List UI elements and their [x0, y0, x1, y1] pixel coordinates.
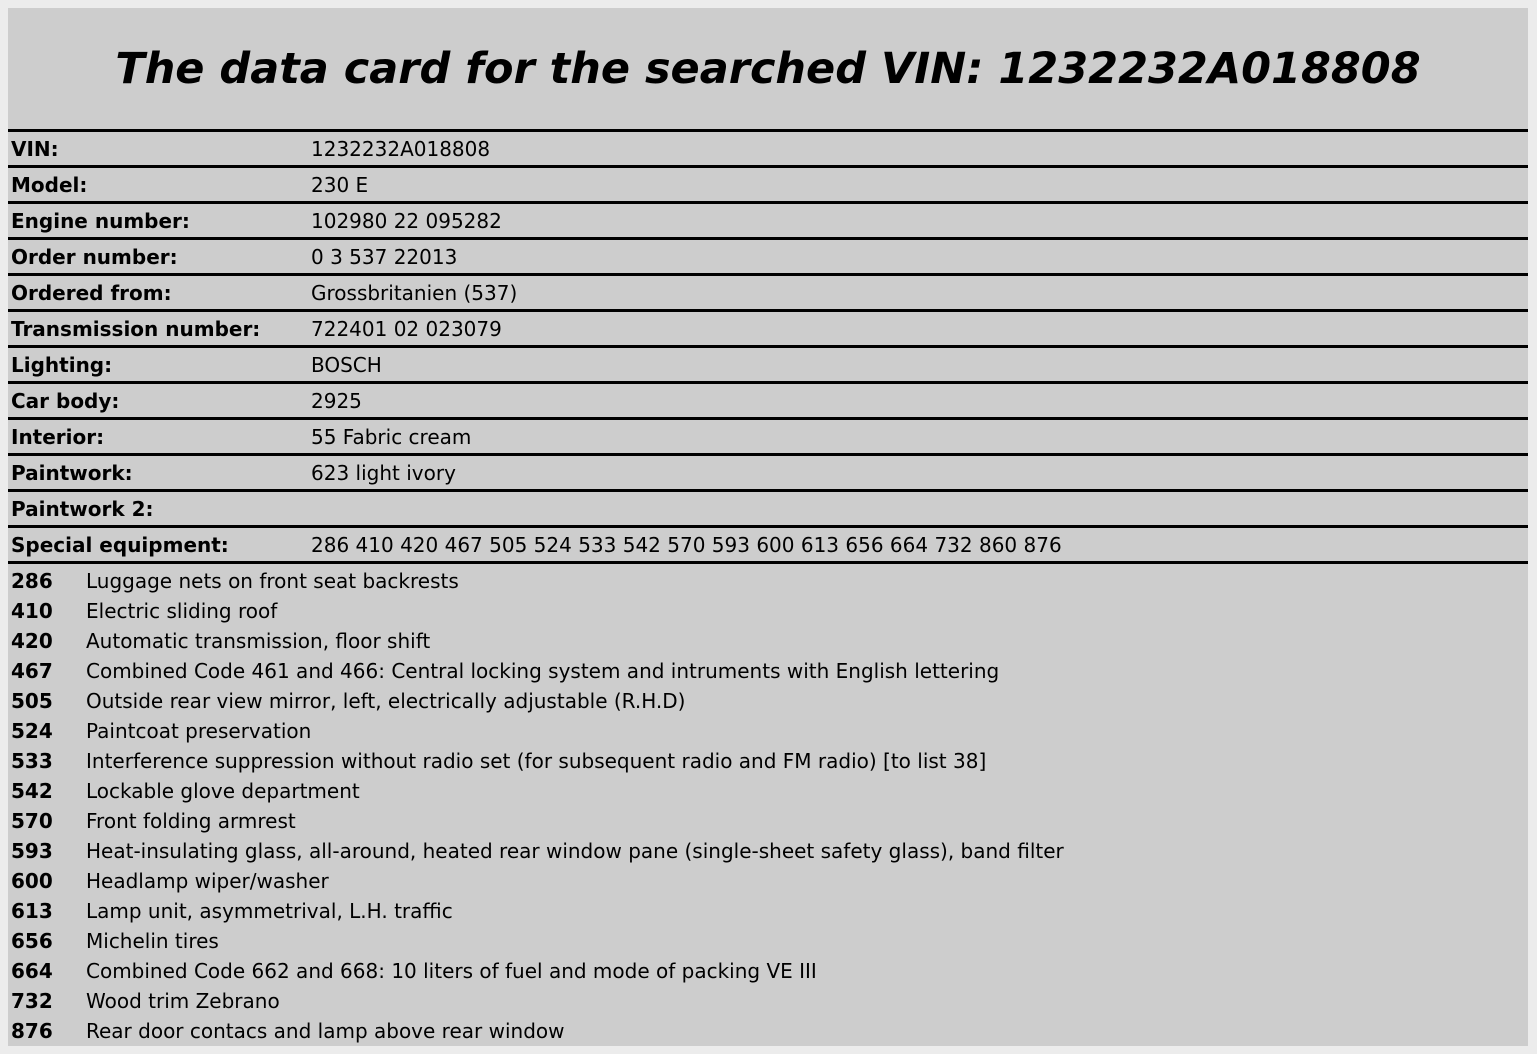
equipment-description: Michelin tires [86, 929, 219, 953]
field-value: 0 3 537 22013 [311, 244, 458, 269]
field-row [8, 168, 1528, 204]
equipment-description: Automatic transmission, floor shift [86, 629, 431, 653]
equipment-row [8, 836, 1528, 866]
equipment-description: Wood trim Zebrano [86, 989, 280, 1013]
field-value: 102980 22 095282 [311, 208, 502, 233]
equipment-description: Combined Code 662 and 668: 10 liters of fuel and mode of packing VE III [86, 959, 817, 983]
field-value: 55 Fabric cream [311, 424, 472, 449]
equipment-description: Lockable glove department [86, 779, 360, 803]
equipment-row [8, 626, 1528, 656]
field-row [8, 528, 1528, 564]
equipment-description: Paintcoat preservation [86, 719, 312, 743]
equipment-code: 600 [11, 869, 53, 893]
field-label: Ordered from: [11, 280, 172, 305]
field-label: Order number: [11, 244, 178, 269]
data-card [8, 8, 1528, 1046]
data-card-fields [8, 132, 1528, 564]
equipment-row [8, 926, 1528, 956]
field-label: Lighting: [11, 352, 113, 377]
equipment-row [8, 896, 1528, 926]
title-bar [8, 8, 1528, 132]
field-label: Engine number: [11, 208, 190, 233]
equipment-description: Front folding armrest [86, 809, 296, 833]
field-label: Special equipment: [11, 532, 229, 557]
field-row [8, 384, 1528, 420]
equipment-description: Outside rear view mirror, left, electrically adjustable (R.H.D) [86, 689, 686, 713]
field-row [8, 420, 1528, 456]
field-row [8, 132, 1528, 168]
equipment-row [8, 716, 1528, 746]
field-value: 623 light ivory [311, 460, 456, 485]
equipment-code: 664 [11, 959, 53, 983]
field-label: Interior: [11, 424, 105, 449]
equipment-code: 505 [11, 689, 53, 713]
equipment-code: 656 [11, 929, 53, 953]
equipment-description: Lamp unit, asymmetrival, L.H. traffic [86, 899, 453, 923]
field-row [8, 456, 1528, 492]
equipment-row [8, 746, 1528, 776]
field-row [8, 348, 1528, 384]
equipment-description: Combined Code 461 and 466: Central locking system and intruments with English lettering [86, 659, 1000, 683]
field-label: VIN: [11, 136, 59, 161]
equipment-row [8, 566, 1528, 596]
equipment-code: 542 [11, 779, 53, 803]
equipment-code: 286 [11, 569, 53, 593]
field-label: Paintwork 2: [11, 496, 154, 521]
field-value: 722401 02 023079 [311, 316, 502, 341]
page-title: The data card for the searched VIN: 1232232A018808 [115, 43, 1421, 94]
equipment-code: 613 [11, 899, 53, 923]
equipment-description: Headlamp wiper/washer [86, 869, 329, 893]
equipment-code-list [8, 564, 1528, 1046]
equipment-code: 524 [11, 719, 53, 743]
equipment-code: 420 [11, 629, 53, 653]
equipment-row [8, 1016, 1528, 1046]
equipment-description: Luggage nets on front seat backrests [86, 569, 459, 593]
equipment-code: 533 [11, 749, 53, 773]
equipment-row [8, 986, 1528, 1016]
field-value: BOSCH [311, 352, 382, 377]
field-label: Model: [11, 172, 88, 197]
equipment-code: 732 [11, 989, 53, 1013]
field-row [8, 204, 1528, 240]
field-label: Transmission number: [11, 316, 261, 341]
equipment-row [8, 866, 1528, 896]
equipment-description: Interference suppression without radio set (for subsequent radio and FM radio) [to list 38] [86, 749, 987, 773]
field-label: Car body: [11, 388, 120, 413]
equipment-row [8, 776, 1528, 806]
field-value: Grossbritanien (537) [311, 280, 518, 305]
equipment-description: Electric sliding roof [86, 599, 278, 623]
field-row [8, 276, 1528, 312]
field-value: 1232232A018808 [311, 136, 491, 161]
field-row [8, 492, 1528, 528]
equipment-code: 410 [11, 599, 53, 623]
equipment-code: 570 [11, 809, 53, 833]
equipment-code: 593 [11, 839, 53, 863]
equipment-row [8, 956, 1528, 986]
equipment-row [8, 806, 1528, 836]
field-row [8, 312, 1528, 348]
equipment-description: Heat-insulating glass, all-around, heated rear window pane (single-sheet safety glass), band filter [86, 839, 1064, 863]
field-value: 230 E [311, 172, 369, 197]
equipment-row [8, 596, 1528, 626]
equipment-description: Rear door contacs and lamp above rear window [86, 1019, 565, 1043]
equipment-code: 876 [11, 1019, 53, 1043]
field-value: 2925 [311, 388, 362, 413]
equipment-code: 467 [11, 659, 53, 683]
equipment-row [8, 686, 1528, 716]
field-row [8, 240, 1528, 276]
field-value: 286 410 420 467 505 524 533 542 570 593 600 613 656 664 732 860 876 [311, 532, 1062, 557]
field-label: Paintwork: [11, 460, 133, 485]
equipment-row [8, 656, 1528, 686]
